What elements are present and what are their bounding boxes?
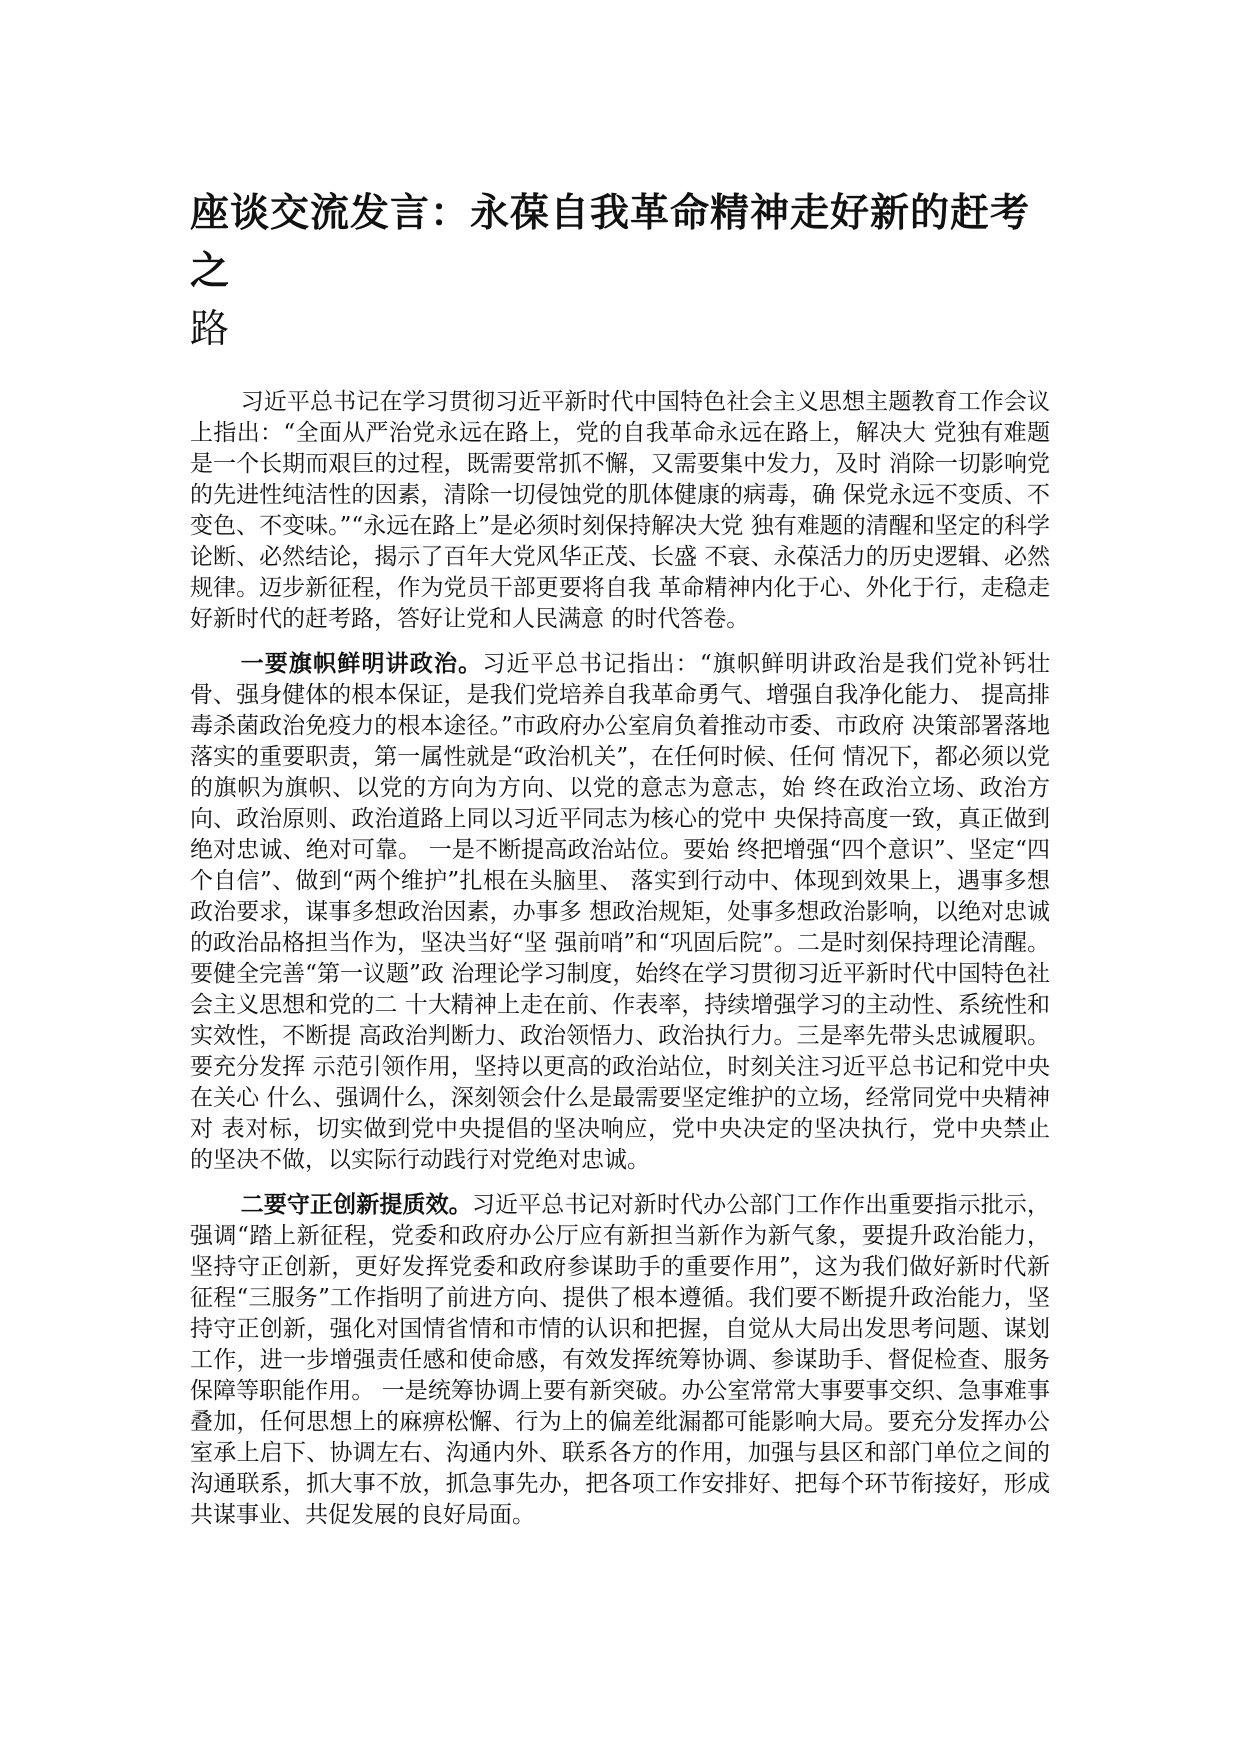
paragraph-politics: [190, 649, 1050, 1176]
paragraph-text: 习近平总书记对新时代办公部门工作作出重要指示批示，强调“踏上新征程，党委和政府办公厅应有新担当新作为新气象，要提升政治能力，坚持守正创新，更好发挥党委和政府参谋助手的重要作用”，这为我们做好新时代新征程“三服务”工作指明了前进方向、提供了根本遵循。我们要不断提升政治能力，坚持守正创新，强化对国情省情和市情的认识和把握，自觉从大局出发思考问题、谋划工作，进一步增强责任感和使命感，有效发挥统筹协调、参谋助手、督促检查、服务保障等职能作用。 一是统筹协调上要有新突破。办公室常常大事要事交织、急事难事叠加，任何思想上的麻痹松懈、行为上的偏差纰漏都可能影响大局。要充分发挥办公室承上启下、协调左右、沟通内外、联系各方的作用，加强与县区和部门单位之间的沟通联系，抓大事不放，抓急事先办，把各项工作安排好、把每个环节衔接好，形成共谋事业、共促发展的良好局面。: [190, 1192, 1051, 1528]
paragraph-text: 习近平总书记在学习贯彻习近平新时代中国特色社会主义思想主题教育工作会议上指出：“全面从严治党永远在路上，党的自我革命永远在路上，解决大 党独有难题是一个长期而艰巨的过程，既需要常抓不懈，又需要集中发力，及时 消除一切影响党的先进性纯洁性的因素，清除一切侵蚀党的肌体健康的病毒，确 保党永远不变质、不变色、不变味。”“永远在路上”是必须时刻保持解决大党 独有难题的清醒和坚定的科学论断、必然结论，揭示了百年大党风华正茂、长盛 不衰、永葆活力的历史逻辑、必然规律。迈步新征程，作为党员干部更要将自我 革命精神内化于心、外化于行，走稳走好新时代的赶考路，答好让党和人民满意 的时代答卷。: [190, 389, 1050, 632]
title-line-2: 路: [190, 307, 231, 352]
paragraph-heading: 一要旗帜鲜明讲政治。: [240, 651, 483, 677]
paragraph-heading: 二要守正创新提质效。: [240, 1192, 472, 1218]
paragraph-innovation: [190, 1190, 1050, 1531]
title-line-1: 座谈交流发言：永葆自我革命精神走好新的赶考之: [190, 191, 1031, 294]
paragraph-text: 习近平总书记指出：“旗帜鲜明讲政治是我们党补钙壮骨、强身健体的根本保证，是我们党培养自我革命勇气、增强自我净化能力、 提高排毒杀菌政治免疫力的根本途径。”市政府办公室肩负着推动市委、市政府 决策部署落地落实的重要职责，第一属性就是“政治机关”，在任何时候、任何 情况下，都必须以党的旗帜为旗帜、以党的方向为方向、以党的意志为意志，始 终在政治立场、政治方向、政治原则、政治道路上同以习近平同志为核心的党中 央保持高度一致，真正做到绝对忠诚、绝对可靠。 一是不断提高政治站位。要始 终把增强“四个意识”、坚定“四个自信”、做到“两个维护”扎根在头脑里、 落实到行动中、体现到效果上，遇事多想政治要求，谋事多想政治因素，办事多 想政治规矩，处事多想政治影响，以绝对忠诚的政治品格担当作为，坚决当好“坚 强前哨”和“巩固后院”。二是时刻保持理论清醒。要健全完善“第一议题”政 治理论学习制度，始终在学习贯彻习近平新时代中国特色社会主义思想和党的二 十大精神上走在前、作表率，持续增强学习的主动性、系统性和实效性，不断提 高政治判断力、政治领悟力、政治执行力。三是率先带头忠诚履职。要充分发挥 示范引领作用，坚持以更高的政治站位，时刻关注习近平总书记和党中央在关心 什么、强调什么，深刻领会什么是最需要坚定维护的立场，经常同党中央精神对 表对标，切实做到党中央提倡的坚决响应，党中央决定的坚决执行，党中央禁止 的坚决不做，以实际行动践行对党绝对忠诚。: [190, 651, 1051, 1173]
paragraph-intro: [190, 387, 1050, 635]
document-page: [190, 185, 1050, 1545]
document-title: [190, 185, 1050, 359]
